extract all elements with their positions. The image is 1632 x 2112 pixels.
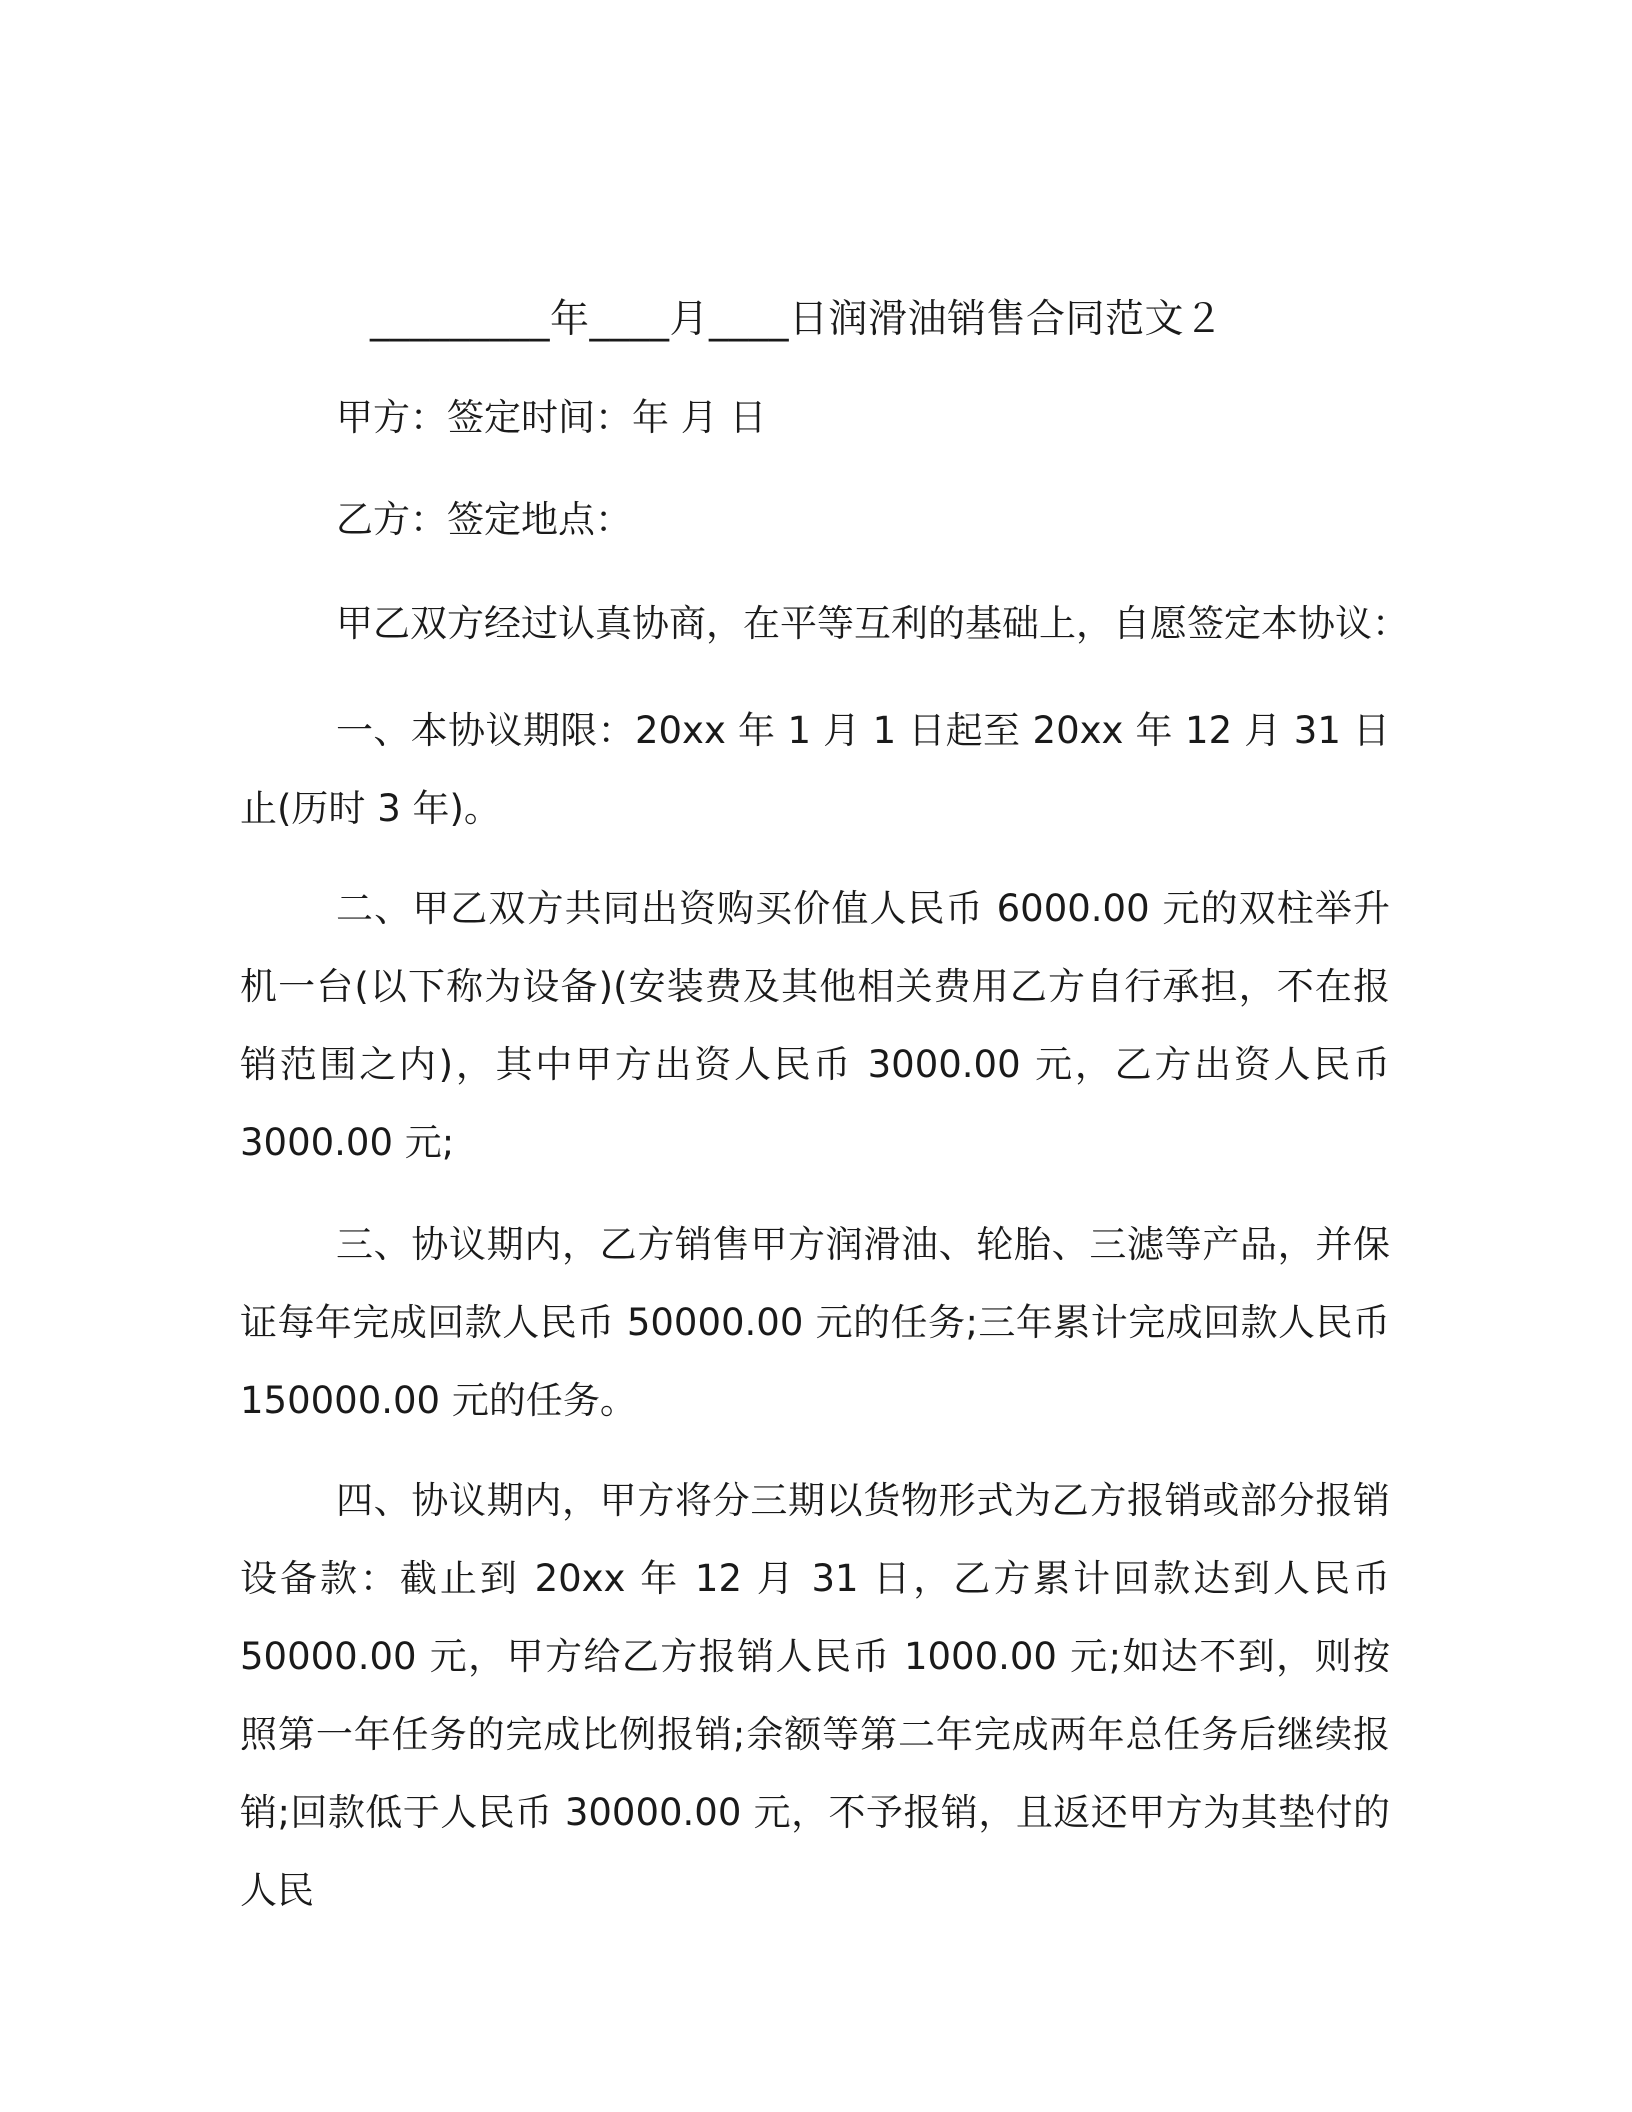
clause-4: 四、协议期内，甲方将分三期以货物形式为乙方报销或部分报销设备款：截止到 20xx 年 12 月 31 日，乙方累计回款达到人民币 50000.00 元，甲方给乙方报销人民币 1000.00 元;如达不到，则按照第一年任务的完成比例报销;余额等第二年完成两年总任务后继续报销;回款低于人民币 30000.00 元，不予报销，且返还甲方为其垫付的人民 [240,1479,1390,1912]
clause-3: 三、协议期内，乙方销售甲方润滑油、轮胎、三滤等产品，并保证每年完成回款人民币 50000.00 元的任务;三年累计完成回款人民币 150000.00 元的任务。 [240,1223,1390,1422]
intro-paragraph: 甲乙双方经过认真协商，在平等互利的基础上，自愿签定本协议： [336,602,1409,645]
clause-1: 一、本协议期限：20xx 年 1 月 1 日起至 20xx 年 12 月 31 日止(历时 3 年)。 [240,709,1390,830]
document-title: _________年____月____日润滑油销售合同范文２ [370,297,1224,342]
party-a-line: 甲方：签定时间：年 月 日 [336,396,767,439]
party-b-line: 乙方：签定地点： [336,498,632,541]
clause-2: 二、甲乙双方共同出资购买价值人民币 6000.00 元的双柱举升机一台(以下称为设备)(安装费及其他相关费用乙方自行承担，不在报销范围之内)，其中甲方出资人民币 3000.00 元，乙方出资人民币 3000.00 元; [240,887,1390,1164]
